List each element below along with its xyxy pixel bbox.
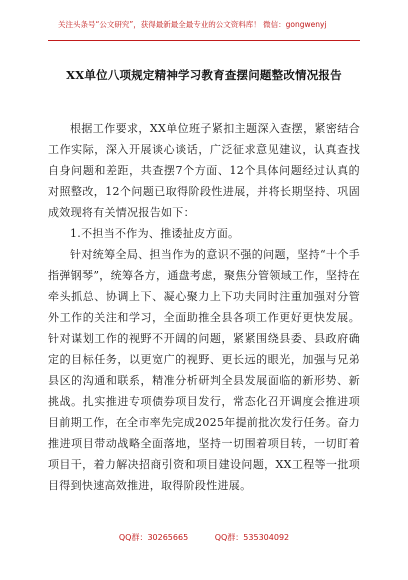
footer-contact [48, 533, 360, 543]
section-paragraph-1: 针对统筹全局、担当作为的意识不强的问题，坚持“十个手指弹钢琴”，统筹各方，通盘考虑，聚焦分管领域工作，坚持在牵头抓总、协调上下、凝心聚力上下功夫同时注重加强对分管外工作的关注和学习，全面助推全县各项工作更好更快发展。针对谋划工作的视野不开阔的问题，紧紧围绕县委、县政府确定的目标任务，以更宽广的视野、更长远的眼光，加强与兄弟县区的沟通和联系，精准分析研判全县发展面临的新形势、新挑战。扎实推进专项债券项目发行，常态化召开调度会推进项目前期工作，在全市率先完成2025年提前批次发行任务。奋力推进项目带动战略全面落地，坚持一切围着项目转，一切盯着项目干，着力解决招商引资和项目建设问题，XX工程等一批项目得到快速高效推进，取得阶段性进展。 [48, 248, 360, 492]
document-title: XX单位八项规定精神学习教育查摆问题整改情况报告 [66, 68, 342, 82]
section-heading-1: 1.不担当不作为、推诿扯皮方面。 [70, 227, 240, 240]
intro-paragraph: 根据工作要求，XX单位班子紧扣主题深入查摆，紧密结合工作实际，深入开展谈心谈话，广泛征求意见建议，认真查找自身问题和差距，共查摆7个方面、12个具体问题经过认真的对照整改，12个问题已取得阶段性进展，并将长期坚持、巩固成效现将有关情况报告如下： [48, 122, 360, 219]
header-note: 关注头条号“公文研究”，获得最新最全最专业的公文资料库！ 微信：gongwenyj [58, 20, 327, 29]
document-body [48, 118, 360, 496]
footer-qq-group-1: QQ群：30265665 [118, 533, 189, 542]
footer-qq-group-2: QQ群：535304092 [214, 533, 290, 542]
header-divider [48, 40, 360, 41]
